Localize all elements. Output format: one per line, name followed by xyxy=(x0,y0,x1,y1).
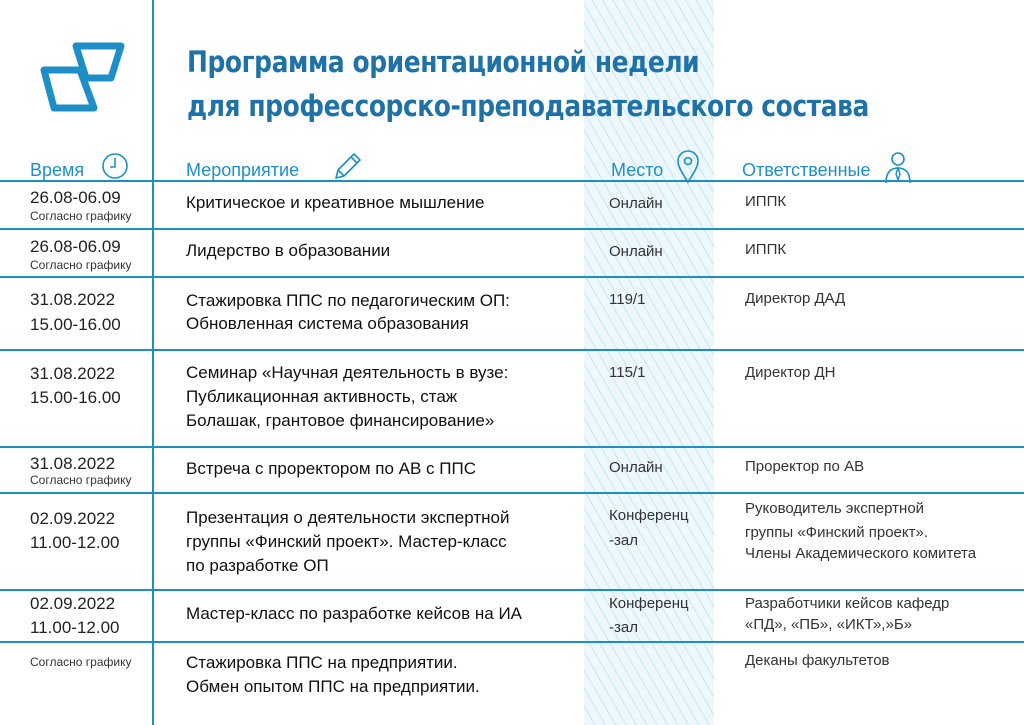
pencil-icon xyxy=(330,150,364,184)
row-event-line-3: Болашак, грантовое финансирование» xyxy=(186,411,495,430)
row-separator xyxy=(0,446,1024,448)
row-place-line-2: -зал xyxy=(609,532,638,549)
page-title xyxy=(187,40,869,128)
row-event-line-3: по разработке ОП xyxy=(186,556,329,575)
title-line-2: для профессорско-преподавательского состава xyxy=(187,89,869,123)
row-note: Согласно графику xyxy=(30,473,132,487)
row-note: Согласно графику xyxy=(30,258,132,272)
row-responsible: Деканы факультетов xyxy=(745,652,890,669)
row-responsible: ИППК xyxy=(745,193,787,210)
row-place-line-1: Конференц xyxy=(609,595,689,612)
row-separator xyxy=(0,276,1024,278)
row-date: 26.08-06.09 xyxy=(30,237,121,256)
row-separator xyxy=(0,349,1024,351)
row-event: Встреча с проректором по АВ с ППС xyxy=(186,459,476,478)
row-responsible-line-1: Руководитель экспертной xyxy=(745,500,925,517)
leaf-logo-icon xyxy=(36,38,128,114)
clock-icon xyxy=(101,152,129,180)
row-responsible-line-1: Разработчики кейсов кафедр xyxy=(745,595,950,612)
row-place: 115/1 xyxy=(609,364,646,381)
header-responsible: Ответственные xyxy=(742,160,871,180)
row-responsible-line-2: «ПД», «ПБ», «ИКТ»,»Б» xyxy=(745,616,913,633)
row-event-line-1: Презентация о деятельности экспертной xyxy=(186,508,510,527)
row-time: 15.00-16.00 xyxy=(30,388,121,407)
row-separator xyxy=(0,589,1024,591)
row-event: Лидерство в образовании xyxy=(186,241,391,260)
row-place: Онлайн xyxy=(609,243,663,260)
row-event: Мастер-класс по разработке кейсов на ИА xyxy=(186,604,523,623)
row-event-line-2: группы «Финский проект». Мастер-класс xyxy=(186,532,507,551)
row-time: 15.00-16.00 xyxy=(30,315,121,334)
row-responsible: Проректор по АВ xyxy=(745,458,865,475)
title-line-1: Программа ориентационной недели xyxy=(187,45,700,79)
row-note: Согласно графику xyxy=(30,209,132,223)
row-responsible-line-3: Члены Академического комитета xyxy=(745,545,977,562)
row-date: 31.08.2022 xyxy=(30,454,116,473)
row-date: 31.08.2022 xyxy=(30,290,116,309)
row-date: 02.09.2022 xyxy=(30,594,116,613)
row-separator xyxy=(0,228,1024,230)
row-separator xyxy=(0,492,1024,494)
row-responsible: Директор ДАД xyxy=(745,290,846,307)
row-time: 11.00-12.00 xyxy=(30,618,120,637)
row-separator xyxy=(0,641,1024,643)
row-event-line-1: Семинар «Научная деятельность в вузе: xyxy=(186,363,509,382)
row-date: 26.08-06.09 xyxy=(30,188,121,207)
row-responsible: ИППК xyxy=(745,241,787,258)
header-place: Место xyxy=(611,160,664,180)
location-pin-icon xyxy=(676,150,700,184)
row-place: 119/1 xyxy=(609,291,646,308)
row-place-line-2: -зал xyxy=(609,619,638,636)
row-responsible-line-2: группы «Финский проект». xyxy=(745,524,928,541)
row-place: Онлайн xyxy=(609,195,663,212)
row-place-line-1: Конференц xyxy=(609,507,689,524)
row-event-line-2: Публикационная активность, стаж xyxy=(186,387,458,406)
row-event-line-2: Обновленная система образования xyxy=(186,314,469,333)
row-place: Онлайн xyxy=(609,459,663,476)
row-event: Критическое и креативное мышление xyxy=(186,193,485,212)
row-time: 11.00-12.00 xyxy=(30,533,120,552)
row-date: 31.08.2022 xyxy=(30,364,116,383)
header-time: Время xyxy=(30,160,85,180)
row-separator xyxy=(0,180,1024,182)
row-event-line-2: Обмен опытом ППС на предприятии. xyxy=(186,677,480,696)
row-event-line-1: Стажировка ППС на предприятии. xyxy=(186,653,458,672)
vertical-divider xyxy=(152,0,154,725)
row-responsible: Директор ДН xyxy=(745,364,836,381)
row-date: 02.09.2022 xyxy=(30,509,116,528)
row-event-line-1: Стажировка ППС по педагогическим ОП: xyxy=(186,291,510,310)
person-icon xyxy=(882,150,914,184)
header-event: Мероприятие xyxy=(186,160,300,180)
row-note: Согласно графику xyxy=(30,655,132,669)
